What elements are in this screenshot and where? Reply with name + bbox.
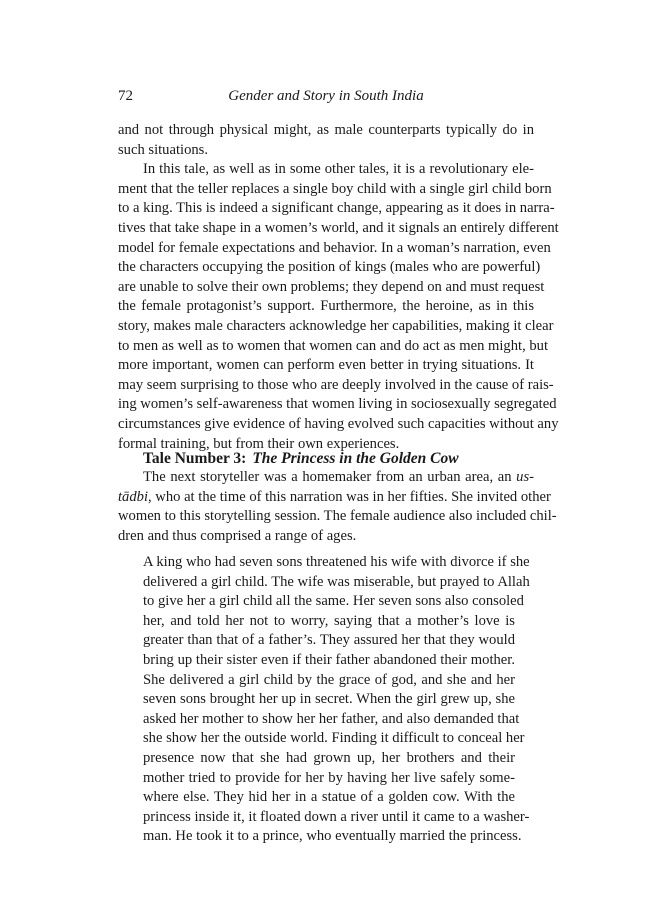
text-line	[118, 468, 534, 488]
text-line: presence now that she had grown up, her brothers and their	[143, 749, 515, 766]
intro-line-1: The next storyteller was a homemaker from an urban area, an	[143, 469, 512, 485]
text-line: such situations.	[118, 141, 208, 158]
section-heading	[143, 450, 534, 468]
text-line: asked her mother to show her her father, and also demanded that	[143, 710, 520, 727]
text-line: In this tale, as well as in some other tales, it is a revolutionary ele-	[143, 161, 534, 178]
text-line: bring up their sister even if their father abandoned their mother.	[143, 651, 515, 668]
intro-line-2-italic: tādbi	[118, 488, 148, 505]
text-line: dren and thus comprised a range of ages.	[118, 527, 357, 544]
text-line: are unable to solve their own problems; they depend on and must request	[118, 278, 545, 295]
text-line: princess inside it, it floated down a river until it came to a washer-	[143, 808, 530, 825]
text-line: and not through physical might, as male counterparts typically do in	[118, 122, 534, 138]
intro-line-1-italic: us-	[516, 469, 534, 485]
text-line: she show her the outside world. Finding it difficult to conceal her	[143, 730, 525, 747]
text-line: greater than that of a father’s. They assured her that they would	[143, 632, 515, 649]
text-line: to men as well as to women that women can and do act as men might, but	[118, 337, 549, 354]
text-line	[118, 488, 551, 508]
text-line: ing women’s self-awareness that women living in sociosexually segregated	[118, 396, 557, 413]
text-line: to give her a girl child all the same. Her seven sons also consoled	[143, 593, 524, 610]
section-label: Tale Number 3:	[143, 450, 247, 467]
running-title: Gender and Story in South India	[228, 88, 424, 104]
text-line: mother tried to provide for her by having her live safely some-	[143, 769, 515, 786]
page-number: 72	[118, 88, 133, 104]
running-head	[118, 88, 534, 108]
intro-line-2: , who at the time of this narration was in her fifties. She invited other	[148, 488, 551, 505]
text-line: where else. They hid her in a statue of a golden cow. With the	[143, 789, 515, 806]
tale-intro	[118, 468, 557, 546]
paragraph-revolutionary	[118, 160, 559, 454]
text-line: A king who had seven sons threatened his wife with divorce if she	[143, 554, 530, 570]
text-line: to a king. This is indeed a significant change, appearing as it does in narra-	[118, 200, 555, 217]
text-line: the female protagonist’s support. Furthermore, the heroine, as in this	[118, 298, 534, 315]
text-line: delivered a girl child. The wife was miserable, but prayed to Allah	[143, 573, 530, 590]
text-line: man. He took it to a prince, who eventually married the princess.	[143, 828, 522, 845]
paragraph-continuation	[118, 121, 534, 160]
text-line: women to this storytelling session. The female audience also included chil-	[118, 508, 557, 525]
text-line: circumstances give evidence of having evolved such capacities without any	[118, 415, 559, 432]
text-line: formal training, but from their own experiences.	[118, 435, 400, 452]
text-line: more important, women can perform even better in trying situations. It	[118, 357, 534, 374]
tale-title: The Princess in the Golden Cow	[252, 450, 459, 467]
text-line: ment that the teller replaces a single boy child with a single girl child born	[118, 180, 552, 197]
text-line: model for female expectations and behavior. In a woman’s narration, even	[118, 239, 551, 256]
text-line: her, and told her not to worry, saying that a mother’s love is	[143, 612, 515, 629]
text-line: tives that take shape in a women’s world, and it signals an entirely different	[118, 219, 559, 236]
text-line: may seem surprising to those who are deeply involved in the cause of rais-	[118, 376, 554, 393]
body-text	[118, 121, 559, 454]
text-line: seven sons brought her up in secret. When the girl grew up, she	[143, 691, 515, 708]
text-line: the characters occupying the position of kings (males who are powerful)	[118, 259, 541, 276]
text-line: story, makes male characters acknowledge her capabilities, making it clear	[118, 317, 554, 334]
text-line: She delivered a girl child by the grace of god, and she and her	[143, 671, 515, 688]
tale-extract	[143, 553, 530, 847]
